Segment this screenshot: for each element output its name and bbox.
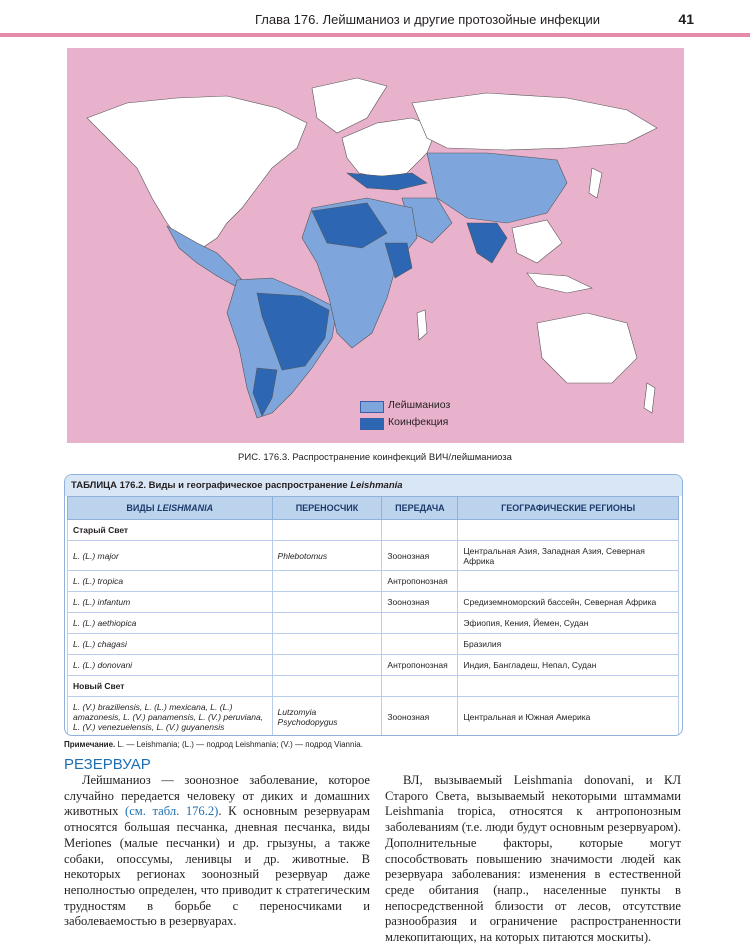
header-stripe: [0, 33, 750, 37]
species-cell: L. (L.) aethiopica: [68, 613, 273, 634]
table-reference-link[interactable]: (см. табл. 176.2): [125, 804, 219, 819]
regions-cell: Индия, Бангладеш, Непал, Судан: [458, 655, 679, 676]
regions-cell: [458, 571, 679, 592]
group-old-world: Старый Свет: [68, 520, 273, 541]
species-cell: L. (L.) major: [68, 541, 273, 571]
species-cell: L. (L.) tropica: [68, 571, 273, 592]
transmission-cell: [382, 613, 458, 634]
note-text: L. — Leishmania; (L.) — подрод Leishmania; (V.) — подрод Viannia.: [115, 740, 363, 749]
vector-cell: [272, 613, 382, 634]
japan: [589, 168, 602, 198]
note-label: Примечание.: [64, 740, 116, 749]
asia-leish: [427, 153, 567, 223]
body-column-right: [385, 773, 681, 946]
species-data-table: [67, 496, 679, 736]
species-cell: L. (L.) chagasi: [68, 634, 273, 655]
india: [467, 223, 507, 263]
paragraph: ВЛ, вызываемый Leishmania donovani, и КЛ Старого Света, вызываемый некоторыми штаммами Leishmania tropica, относятся к антропонозным заболеваниям (т.е. люди будут основным резервуаром). Дополнительные факторы, которые могут способствовать повышению значимости людей как резервуара заболевания: изменения в естественной среде обитания (напр., населенные пункты в непосредственной близости от лесов, отсутствие разнообразия и ограничение распространенности млекопитающих, на которых питаются москиты).: [385, 773, 681, 945]
table-row: [68, 655, 679, 676]
table-note: [64, 740, 363, 749]
table-header-row: [68, 497, 679, 520]
world-map: [67, 48, 684, 443]
legend-label: Коинфекция: [388, 416, 449, 428]
vector-cell: [272, 655, 382, 676]
madagascar: [417, 310, 427, 340]
group-new-world: Новый Свет: [68, 676, 273, 697]
transmission-cell: Зоонозная: [382, 697, 458, 737]
page-header: [0, 0, 750, 40]
species-cell: L. (L.) donovani: [68, 655, 273, 676]
vector-cell: [272, 634, 382, 655]
species-cell: L. (V.) braziliensis, L. (L.) mexicana, L. (L.) amazonesis, L. (V.) panamensis, L. (V.) peruviana, L. (V.) venezuelensis, L. (V.) guyanensis: [68, 697, 273, 737]
russia: [412, 93, 657, 150]
vector-cell: [272, 571, 382, 592]
table-group-row: [68, 676, 679, 697]
legend-swatch-leishmaniasis: [360, 401, 384, 413]
table-title-text: ТАБЛИЦА 176.2. Виды и географическое распространение: [71, 480, 351, 491]
col-header-regions: ГЕОГРАФИЧЕСКИЕ РЕГИОНЫ: [458, 497, 679, 520]
new-zealand: [644, 383, 655, 413]
regions-cell: Центральная Азия, Западная Азия, Северная Африка: [458, 541, 679, 571]
table-row: [68, 541, 679, 571]
legend-label: Лейшманиоз: [388, 399, 451, 411]
regions-cell: Эфиопия, Кения, Йемен, Судан: [458, 613, 679, 634]
north-america: [87, 96, 307, 248]
section-heading: РЕЗЕРВУАР: [64, 756, 151, 773]
regions-cell: Средиземноморский бассейн, Северная Африка: [458, 592, 679, 613]
regions-cell: Бразилия: [458, 634, 679, 655]
body-column-left: [64, 773, 370, 930]
vector-cell: Phlebotomus: [272, 541, 382, 571]
southeast-asia: [512, 220, 562, 263]
table-group-row: [68, 520, 679, 541]
table-row: [68, 634, 679, 655]
table-row: [68, 697, 679, 737]
transmission-cell: Зоонозная: [382, 541, 458, 571]
transmission-cell: [382, 634, 458, 655]
table-row: [68, 613, 679, 634]
vector-cell: [272, 592, 382, 613]
page-number: 41: [678, 11, 694, 27]
legend-swatch-coinfection: [360, 418, 384, 430]
indonesia: [527, 273, 592, 293]
species-cell: L. (L.) infantum: [68, 592, 273, 613]
southern-europe: [347, 173, 427, 190]
vector-cell: Lutzomyia Psychodopygus: [272, 697, 382, 737]
table-title: [65, 475, 682, 496]
regions-cell: Центральная и Южная Америка: [458, 697, 679, 737]
table-row: [68, 592, 679, 613]
transmission-cell: Антропонозная: [382, 655, 458, 676]
chapter-title: Глава 176. Лейшманиоз и другие протозойные инфекции: [254, 12, 600, 27]
world-map-figure: [67, 48, 684, 443]
table-title-italic: Leishmania: [350, 480, 403, 491]
col-header-species: ВИДЫ LEISHMANIA: [68, 497, 273, 520]
figure-caption: РИС. 176.3. Распространение коинфекций ВИЧ/лейшманиоза: [238, 452, 512, 463]
paragraph: Лейшманиоз — зоонозное заболевание, которое случайно передается человеку от диких и домашних животных (см. табл. 176.2). К основным резервуарам относятся большая песчанка, дневная песчанка, виды Meriones (малые песчанки) и др. грызуны, а также собаки, опоссумы, ленивцы и др. животные. В некоторых регионах зоонозный резервуар даже неполностью определен, что приводит к стратегическим трудностям в борьбе с переносчиками и заболеваемостью в резервуарах.: [64, 773, 370, 929]
col-header-transmission: ПЕРЕДАЧА: [382, 497, 458, 520]
species-table: [64, 474, 683, 736]
australia: [537, 313, 637, 383]
col-header-vector: ПЕРЕНОСЧИК: [272, 497, 382, 520]
table-row: [68, 571, 679, 592]
transmission-cell: Антропонозная: [382, 571, 458, 592]
transmission-cell: Зоонозная: [382, 592, 458, 613]
